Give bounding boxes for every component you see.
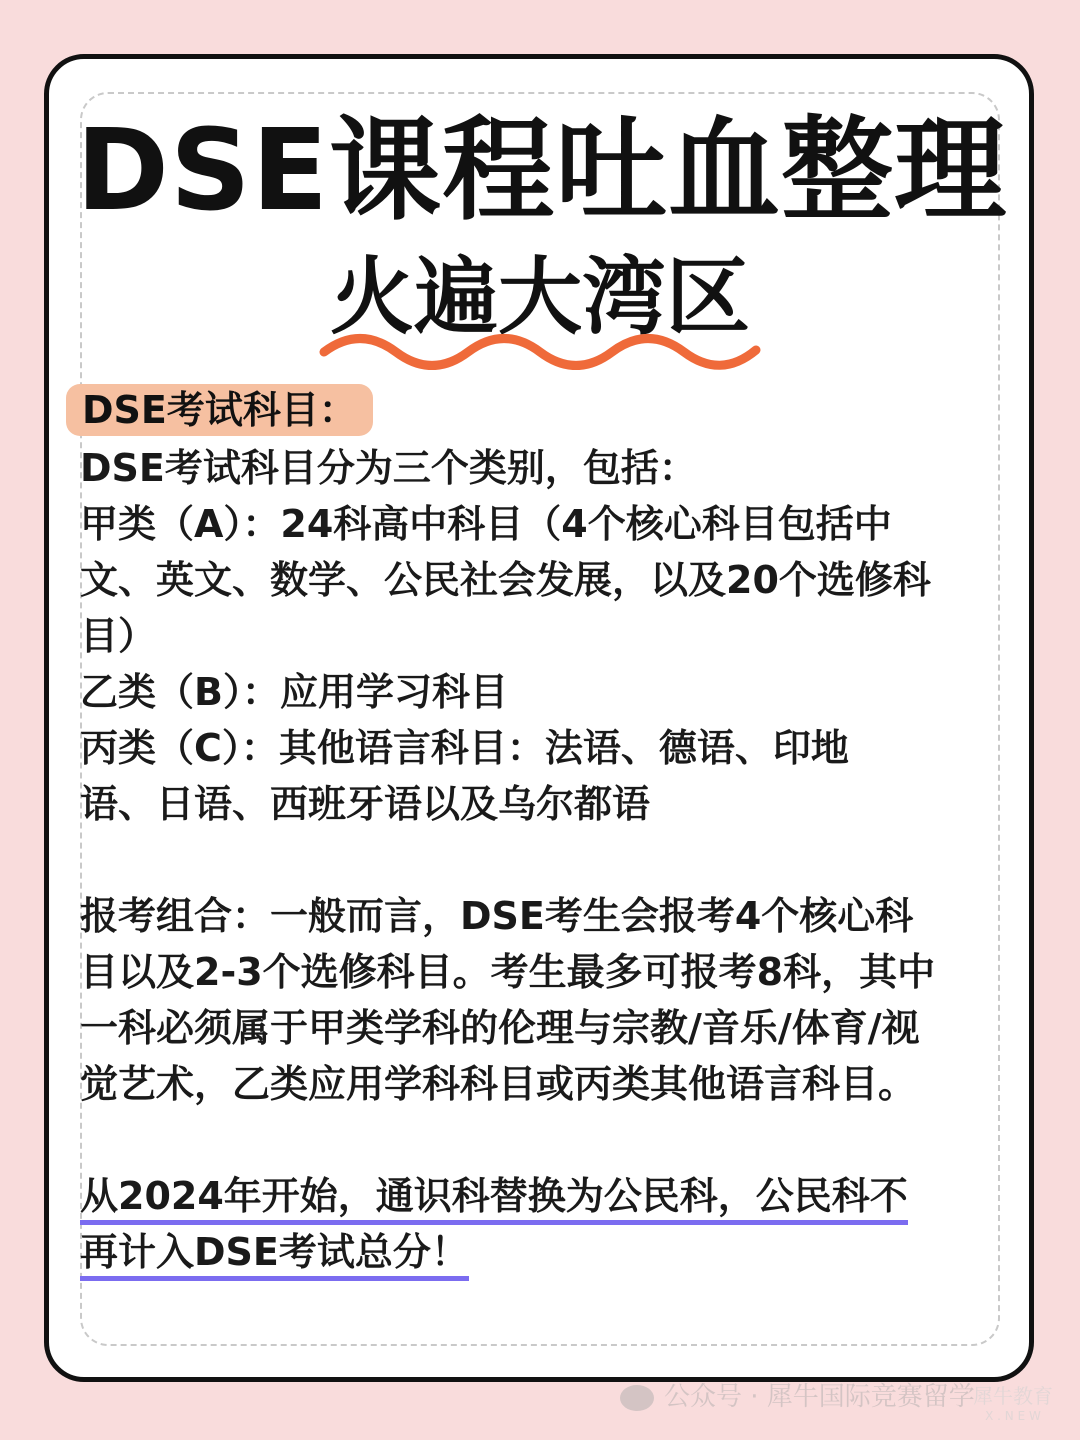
page-title: DSE课程吐血整理 bbox=[76, 106, 1008, 236]
wavy-underline-decoration bbox=[318, 328, 762, 370]
category-a-line: 甲类（A）：24科高中科目（4个核心科目包括中 bbox=[80, 502, 892, 546]
logo-subtext: X . N E W bbox=[985, 1409, 1041, 1423]
paragraph-gap bbox=[80, 832, 1015, 888]
footer-watermark bbox=[620, 1380, 975, 1414]
section-label: DSE考试科目： bbox=[66, 384, 373, 436]
category-a-line: 目） bbox=[80, 614, 157, 658]
note-line bbox=[80, 1168, 1015, 1224]
note-line bbox=[80, 1224, 1015, 1280]
main-content bbox=[80, 440, 1015, 1280]
note-highlight: 从2024年开始，通识科替换为公民科，公民科不 bbox=[80, 1172, 908, 1225]
intro-line: DSE考试科目分为三个类别，包括： bbox=[80, 446, 697, 490]
brand-logo bbox=[958, 1384, 1068, 1434]
combo-line: 一科必须属于甲类学科的伦理与宗教/音乐/体育/视 bbox=[80, 1006, 920, 1050]
category-c-line: 语、日语、西班牙语以及乌尔都语 bbox=[80, 782, 651, 826]
note-highlight: 再计入DSE考试总分！ bbox=[80, 1228, 469, 1281]
category-b-line: 乙类（B）：应用学习科目 bbox=[80, 670, 508, 714]
combo-line: 报考组合：一般而言，DSE考生会报考4个核心科 bbox=[80, 894, 914, 938]
logo-text: 犀牛教育 bbox=[973, 1384, 1053, 1408]
combo-line: 觉艺术，乙类应用学科科目或丙类其他语言科目。 bbox=[80, 1062, 917, 1106]
watermark-text: 公众号 · 犀牛国际竞赛留学 bbox=[664, 1382, 975, 1412]
category-a-line: 文、英文、数学、公民社会发展，以及20个选修科 bbox=[80, 558, 931, 602]
wechat-icon bbox=[620, 1385, 654, 1411]
page-subtitle: 火遍大湾区 bbox=[329, 248, 750, 346]
category-c-line: 丙类（C）：其他语言科目：法语、德语、印地 bbox=[80, 726, 849, 770]
combo-line: 目以及2-3个选修科目。考生最多可报考8科，其中 bbox=[80, 950, 936, 994]
paragraph-gap bbox=[80, 1112, 1015, 1168]
